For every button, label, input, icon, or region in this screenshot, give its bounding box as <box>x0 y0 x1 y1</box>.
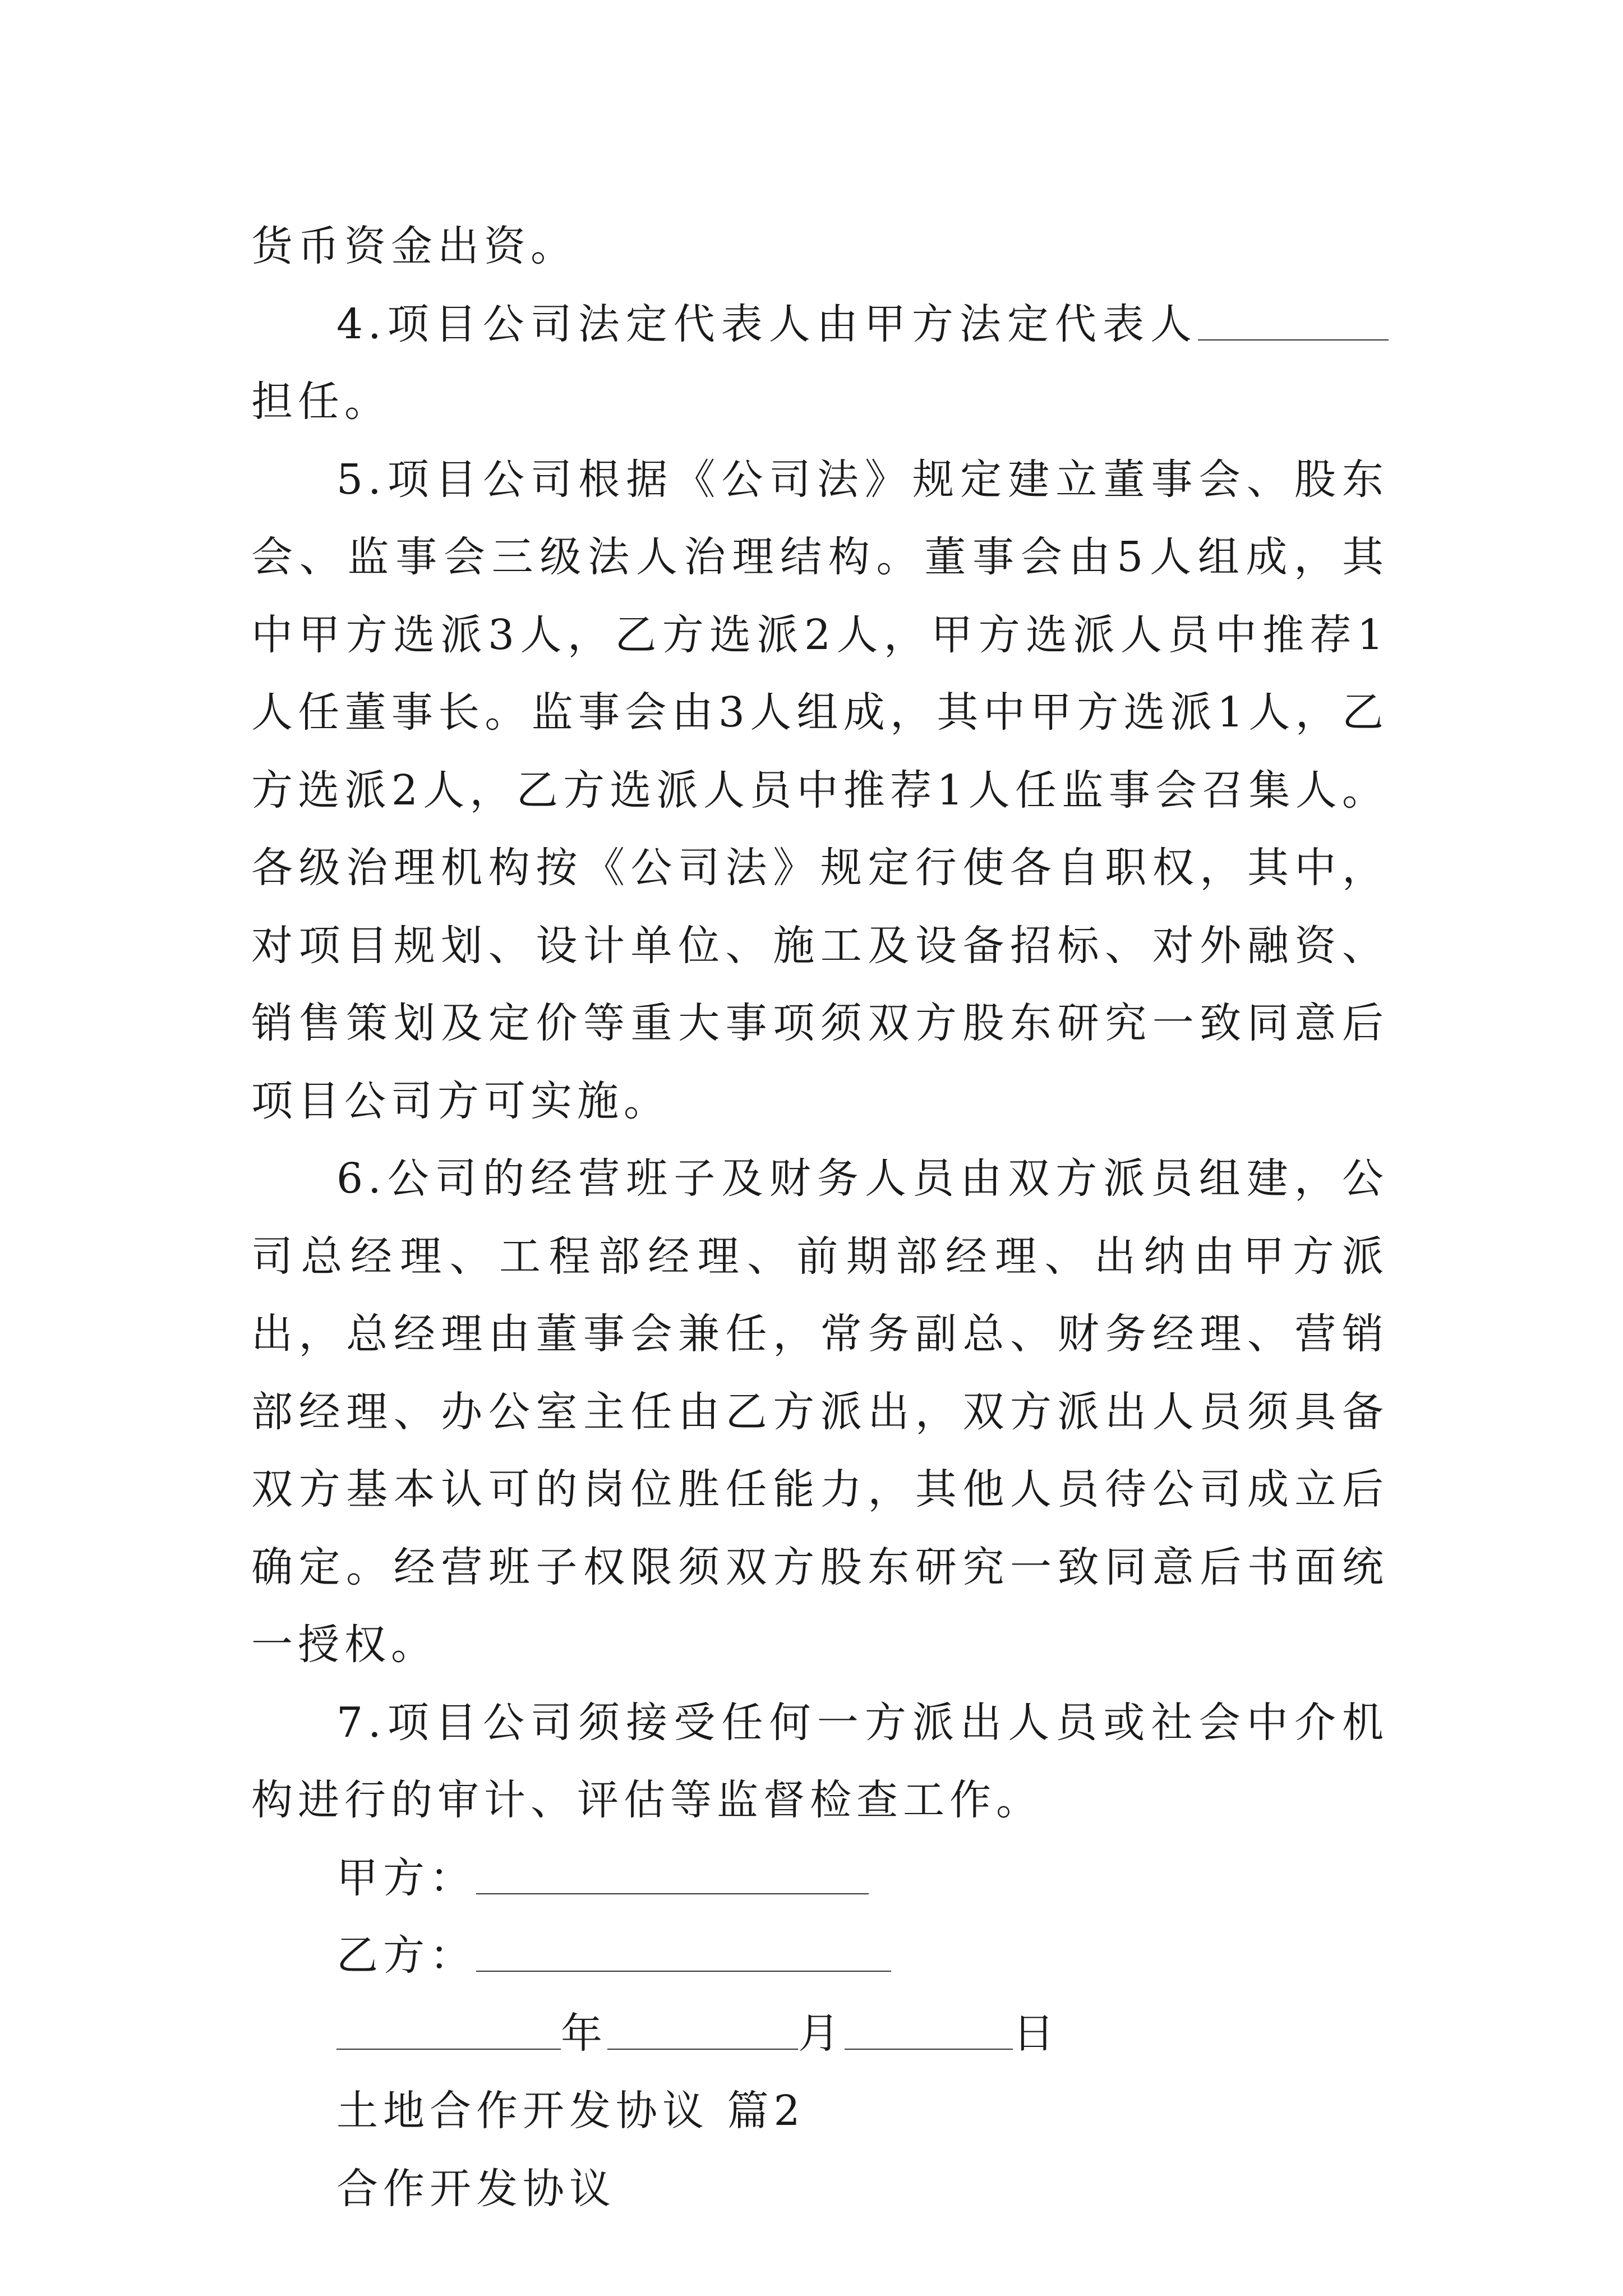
party-b-blank <box>476 1935 891 1972</box>
party-a-blank <box>476 1857 869 1894</box>
party-a-label: 甲方： <box>336 1853 476 1902</box>
paragraph-6: 6.公司的经营班子及财务人员由双方派员组建，公司总经理、工程部经理、前期部经理、出纳由甲方派出，总经理由董事会兼任，常务副总、财务经理、营销部经理、办公室主任由乙方派出，双方派出人员须具备双方基本认可的岗位胜任能力，其他人员待公司成立后确定。经营班子权限须双方股东研究一致同意后书面统一授权。 <box>251 1154 1389 1669</box>
party-a-signature-line <box>251 1839 1389 1917</box>
paragraph-4-end: 担任。 <box>251 378 391 426</box>
date-line <box>251 1995 1389 2073</box>
date-year: 年 <box>561 2009 607 2058</box>
year-blank <box>336 2013 561 2050</box>
document-body <box>251 208 1389 2228</box>
paragraph-7: 7.项目公司须接受任何一方派出人员或社会中介机构进行的审计、评估等监督检查工作。 <box>251 1698 1389 1824</box>
paragraph-continuation: 货币资金出资。 <box>251 222 577 270</box>
paragraph-4 <box>251 286 1389 441</box>
month-blank <box>607 2013 798 2050</box>
paragraph-4-text: 4.项目公司法定代表人由甲方法定代表人 <box>336 300 1198 348</box>
paragraph-5: 5.项目公司根据《公司法》规定建立董事会、股东会、监事会三级法人治理结构。董事会由5人组成，其中甲方选派3人，乙方选派2人，甲方选派人员中推荐1人任董事长。监事会由3人组成，其中甲方选派1人，乙方选派2人，乙方选派人员中推荐1人任监事会召集人。各级治理机构按《公司法》规定行使各自职权，其中，对项目规划、设计单位、施工及设备招标、对外融资、销售策划及定价等重大事项须双方股东研究一致同意后项目公司方可实施。 <box>251 455 1389 1125</box>
party-b-label: 乙方： <box>336 1931 476 1980</box>
day-blank <box>845 2013 1013 2050</box>
legal-rep-blank <box>1198 303 1389 341</box>
section-2-title: 土地合作开发协议 篇2 <box>336 2087 805 2135</box>
date-month: 月 <box>798 2009 845 2058</box>
party-b-signature-line <box>251 1917 1389 1995</box>
date-day: 日 <box>1013 2009 1059 2058</box>
section-2-subtitle: 合作开发协议 <box>336 2164 616 2213</box>
